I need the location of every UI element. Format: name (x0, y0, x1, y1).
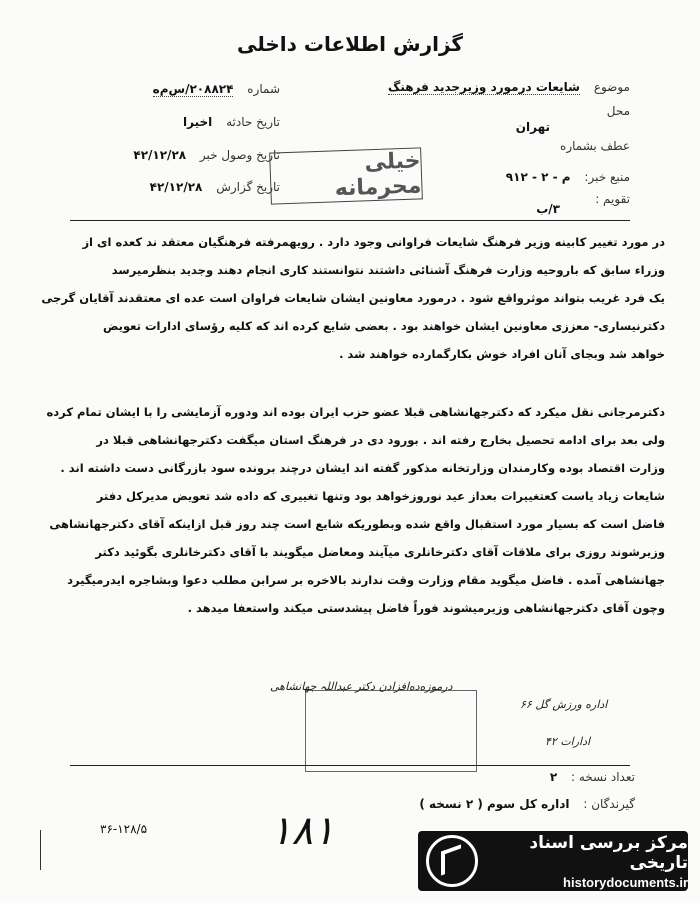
text-line: فاضل است که بسیار مورد استقبال واقع شده وبطوریکه شایع است چند روز قبل ازاینکه آقای دکترجهانشاهی (49, 517, 665, 531)
header-divider (70, 220, 630, 221)
archive-logo (418, 831, 688, 891)
copies-field (550, 770, 635, 784)
text-line: در مورد تغییر کابینه وزیر فرهنگ شایعات فراوانی وجود دارد . رویهمرفته فرهنگیان معتقد ند کعده ای از (82, 235, 665, 249)
archive-logo-icon (426, 835, 478, 887)
logo-text-fa: مرکز بررسی اسناد تاریخی (529, 832, 688, 873)
subject-field (388, 80, 630, 95)
text-line: دکترمرجانی نقل میکرد که دکترجهانشاهی قبلا عضو حزب ایران بوده اند ودوره آزمایشی را با ایشان تمام کرده (46, 405, 665, 419)
subject-value: شایعات درمورد وزیرجدید فرهنگ (388, 80, 580, 94)
report-date-label: تاریخ گزارش (216, 180, 280, 194)
text-line: جهانشاهی آمده . فاضل میگوید مقام وزارت وقت ندارند بالاخره بر سرابن مطلب دعوا وبشاجره ایدرمیگیرد (67, 573, 665, 587)
evaluation-field (595, 192, 630, 206)
report-date-field (90, 180, 280, 194)
place-field (607, 104, 630, 118)
evaluation-value-field (536, 202, 570, 216)
signature-box (305, 690, 477, 772)
event-date-label: تاریخ حادثه (226, 115, 280, 129)
handwritten-note-right-2: ادارات ۴۲ (545, 735, 591, 748)
handwritten-note-right: اداره ورزش گل ۶۶ (520, 698, 608, 711)
paragraph-2 (40, 398, 665, 622)
event-date-value: اخیرا (183, 115, 213, 129)
text-line: یک فرد غریب بتواند موثرواقع شود . درمورد معاونین ایشان شایعات فراوان است عده ای معتقدند آقایان گرجی (41, 291, 665, 305)
report-date-value: ۴۲/۱۲/۲۸ (149, 180, 203, 194)
subject-label: موضوع (593, 80, 630, 94)
handwritten-number: ۱۸۱ (270, 808, 335, 854)
number-value: ۲۰۸۸۲۴/س‌م‌ه (152, 82, 234, 96)
paragraph-1 (40, 228, 665, 368)
classification-stamp: خیلی محرمانه (269, 147, 423, 204)
event-date-field (90, 115, 280, 129)
text-line: ولی بعد برای ادامه تحصیل بخارج رفته اند . بورود دی در فرهنگ استان میگفت دکترجهانشاهی قبلا در (96, 433, 665, 447)
received-date-value: ۴۲/۱۲/۲۸ (133, 148, 187, 162)
text-line: وزراء سابق که باروحیه وزارت فرهنگ آشنائی داشتند نتوانستند کاری انجام دهند وجدید بنظرمیرسد (111, 263, 665, 277)
footer-divider (70, 765, 630, 766)
file-code: ۳۶-۱۲۸/۵ (100, 822, 148, 836)
place-label: محل (606, 104, 630, 118)
place-value: تهران (515, 120, 550, 134)
logo-text-en: historydocuments.ir (563, 874, 688, 890)
text-line: دکترنیساری- معززی معاونین ایشان خواهند بود . بعضی شایع کرده اند که کلیه رؤسای ادارات تعویض (102, 319, 665, 333)
recipients-field (419, 797, 635, 811)
number-field (90, 82, 280, 97)
handwritten-note-left: درموزه‌ده‌افزادن دکتر عبداللہ جهانشاهی (270, 680, 453, 693)
copies-value: ۲ (549, 770, 558, 784)
source-field (506, 170, 630, 184)
atf-field (560, 139, 630, 153)
atf-label: عطف بشماره (560, 139, 630, 153)
text-line: وزیرشوند روزی برای ملاقات آقای دکترخانلری میآیند ومعاضل میگویند با آقای دکترخانلری بگوئید دکتر (95, 545, 665, 559)
text-line: خواهد شد وبجای آنان افراد خوش بکارگمارده خواهند شد . (339, 347, 665, 361)
margin-line (40, 830, 41, 870)
received-date-field (90, 148, 280, 162)
evaluation-label: تقویم : (595, 192, 630, 206)
number-label: شماره (247, 82, 280, 96)
source-label: منبع خبر: (584, 170, 630, 184)
recipients-value: اداره کل سوم ( ۲ نسخه ) (419, 797, 570, 811)
text-line: وزارت اقتصاد بوده وکارمندان وزارتخانه مذکور گفته اند ایشان درچند برونده سود بازرگانی دست داشته اند . (60, 461, 665, 475)
received-date-label: تاریخ وصول خبر (199, 148, 280, 162)
text-line: وچون آقای دکترجهانشاهی وزیرمیشوند فوراً فاضل پیشدستی میکند واستعفا میدهد . (187, 601, 665, 615)
place-value-field (516, 120, 560, 134)
source-value: م - ۲ - ۹۱۲ (505, 170, 571, 184)
text-line: شایعات زیاد یاست کعتغییرات بعداز عید نوروزخواهد بود وتنها تغییری که داده شد تعویض مدیرکل دفتر (96, 489, 665, 503)
page-title: گزارش اطلاعات داخلی (236, 32, 464, 56)
recipients-label: گیرندگان : (583, 797, 635, 811)
copies-label: تعداد نسخه : (570, 770, 635, 784)
evaluation-value: ۳/ب (536, 202, 560, 216)
